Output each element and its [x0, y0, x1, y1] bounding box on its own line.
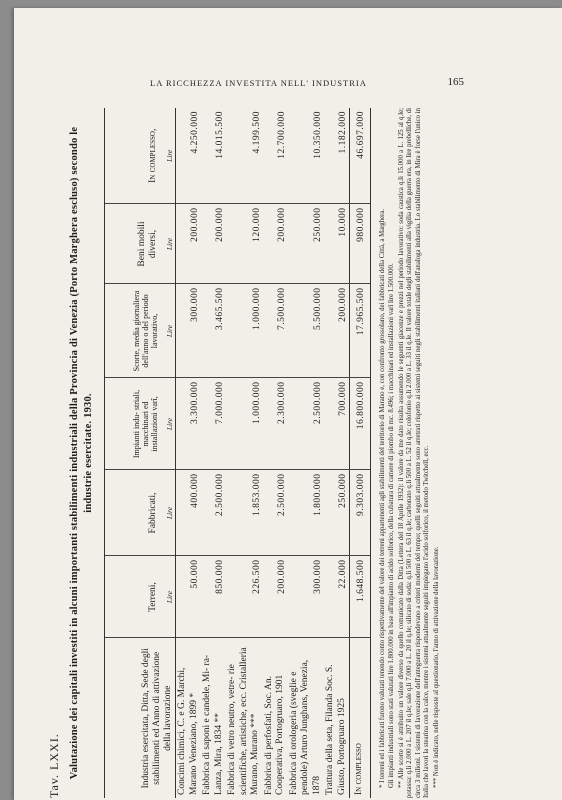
cell-fabbricati: 400.000 [176, 470, 202, 556]
col-header-terreni-label: Terreni, [148, 582, 158, 612]
cell-beni: 200.000 [201, 204, 226, 284]
footnote: ** Alle scorte si è attribuito un valore diverso da quello comunicato dalla Ditta (Lettera del 18 Aprile 1932): il valore da me dato risulta assumendo le seguenti giacenze e prezzi nel periodo lavorativo: soda caustica q.li 15.000 a L. 125 al q.le; potassa: q.li 2.000 a L. 207 il q.le; sale q.li 7.000 a L. 20 il q.le; silicato di soda: q.li 500 a L. 63 il q.le; carbonato q.li 500 a L. 52 il q.le; colofonio q.li 2.000 a L. 33 il q.le. Il valore totale degli stabilimenti alla vigilia della guerra era, in lire prebelliche, di circa 3 milioni. I sistemi di lavorazione dell'anteguerra rispondevano a criteri moderni del tempo; quelli seguiti attualmente sono arretrati rispetto ai sistemi seguiti negli stabilimenti italiani dell'analoga industria. Lo stabilimento di Mira è forse l'unico in Italia che lavori la stearina con la calce, mentre i sistemi attualmente seguiti impiegano l'acido solforico, il metodo Twitchell, ecc. [397, 108, 431, 798]
cell-scorte: 300.000 [176, 284, 202, 378]
cell-impianti: 7.000.000 [201, 378, 226, 470]
col-header-industry: Industria esercitata, Ditta, Sede degli stabilimenti ed Anno di attivazione della lavorazione [105, 638, 176, 798]
footnote: Gli impianti industriali sono stati valutati lire 1.800.000 in base all'impianto di acido solforico, della cubatura di camere di piombo di mc. 8.496; i macchinari ed installazioni varî lire 1.500.000. [388, 263, 396, 788]
running-header: LA RICCHEZZA INVESTITA NELL' INDUSTRIA [150, 78, 367, 88]
table-row [263, 108, 288, 798]
col-header-unit: Lire [165, 237, 174, 251]
cell-fabbricati: 250.000 [324, 470, 350, 556]
cell-impianti: 1.000.000 [226, 378, 263, 470]
cell-scorte: 3.465.500 [201, 284, 226, 378]
col-header-terreni [105, 556, 176, 638]
cell-impianti: 3.300.000 [176, 378, 202, 470]
total-impianti: 16.800.000 [350, 378, 371, 470]
col-header-unit: Lire [165, 590, 174, 604]
cell-terreni: 226.500 [226, 556, 263, 638]
total-totale: 46.697.000 [350, 108, 371, 204]
cell-scorte: 7.500.000 [263, 284, 288, 378]
col-header-totale-label: In complesso, [148, 128, 158, 183]
total-beni: 980.000 [350, 204, 371, 284]
row-name: Concimi chimici, C. e G. Marchi, Marano Veneziano, 1899 * [177, 667, 199, 795]
cell-totale: 4.250.000 [176, 108, 202, 204]
cell-beni: 120.000 [226, 204, 263, 284]
row-name: Fabbrica di saponi e candele, Mi- ra-Lanza, Mira, 1834 ** [202, 654, 224, 795]
cell-scorte: 1.000.000 [226, 284, 263, 378]
total-terreni: 1.648.500 [350, 556, 371, 638]
cell-beni: 200.000 [263, 204, 288, 284]
cell-fabbricati: 1.853.000 [226, 470, 263, 556]
data-table [104, 108, 371, 798]
cell-totale: 1.182.000 [324, 108, 350, 204]
total-scorte: 17.965.500 [350, 284, 371, 378]
footnotes [379, 108, 442, 798]
col-header-impianti-label: Impianti indu- striali, macchinari ed installazioni varî, [132, 389, 159, 459]
total-label: In complesso [350, 638, 371, 798]
cell-fabbricati: 2.500.000 [201, 470, 226, 556]
cell-fabbricati: 2.500.000 [263, 470, 288, 556]
book-page [14, 8, 562, 800]
total-row [350, 108, 371, 798]
table-label: Tav. LXXI. [47, 733, 61, 798]
cell-fabbricati: 1.800.000 [288, 470, 325, 556]
cell-totale: 10.350.000 [288, 108, 325, 204]
cell-scorte: 200.000 [324, 284, 350, 378]
row-name: Fabbrica di orologeria (sveglie e pendole) Arturo Junghans, Venezia, 1878 [288, 659, 322, 795]
total-fabbricati: 9.303.000 [350, 470, 371, 556]
cell-totale: 12.700.000 [263, 108, 288, 204]
cell-terreni: 300.000 [288, 556, 325, 638]
header-row [105, 108, 176, 798]
col-header-beni-label: Beni mobili diversi, [137, 221, 158, 267]
col-header-fabbricati-label: Fabbricati, [148, 492, 158, 534]
row-name: Trattura della seta, Filanda Soc. S. Giusto, Portogruaro 1925 [325, 664, 347, 795]
cell-impianti: 2.300.000 [263, 378, 288, 470]
table-row [226, 108, 263, 798]
col-header-fabbricati [105, 470, 176, 556]
col-header-unit: Lire [165, 506, 174, 520]
table-row [176, 108, 202, 798]
footnote: * I terreni ed i fabbricati furono valutati tenendo conto rispettivamente del valore dei terreni appartenenti agli stabilimenti del territorio di Marano e, con confronto grossolano, dei fabbricati della Città, a Marghera. [378, 208, 386, 788]
row-name: Fabbrica di perfosfati, Soc. An. Cooperativa, Portogruaro, 1901 [263, 674, 285, 795]
col-header-unit: Lire [165, 417, 174, 431]
cell-totale: 4.199.500 [226, 108, 263, 204]
cell-terreni: 50.000 [176, 556, 202, 638]
col-header-impianti [105, 378, 176, 470]
table-row [201, 108, 226, 798]
footnote: *** Non è indicato, nelle risposte al questionario, l'anno di attivazione della lavorazione. [433, 546, 441, 788]
rotated-table-block [46, 108, 546, 798]
col-header-totale [105, 108, 176, 204]
cell-impianti: 2.500.000 [288, 378, 325, 470]
col-header-scorte-label: Scorte, media giornaliera dell'anno o del periodo lavorativo, [132, 290, 159, 372]
cell-terreni: 200.000 [263, 556, 288, 638]
col-header-beni [105, 204, 176, 284]
table-row [288, 108, 325, 798]
cell-scorte: 5.500.000 [288, 284, 325, 378]
row-name: Fabbrica di vetro neutro, vetre- rie scientifiche, artistiche, ecc. Cristalleria Murano, Murano *** [227, 647, 260, 795]
table-row [324, 108, 350, 798]
col-header-unit: Lire [165, 149, 174, 162]
cell-terreni: 22.000 [324, 556, 350, 638]
cell-beni: 200.000 [176, 204, 202, 284]
col-header-scorte [105, 284, 176, 378]
cell-impianti: 700.000 [324, 378, 350, 470]
col-header-unit: Lire [165, 324, 174, 338]
cell-beni: 10.000 [324, 204, 350, 284]
cell-beni: 250.000 [288, 204, 325, 284]
table-title: Valutazione dei capitali investiti in alcuni importanti stabilimenti industriali della Provincia di Venezia (Porto Marghera escluso) secondo le industrie esercitate. 1930. [69, 126, 94, 780]
page-number: 165 [447, 76, 464, 88]
cell-terreni: 850.000 [201, 556, 226, 638]
cell-totale: 14.015.500 [201, 108, 226, 204]
